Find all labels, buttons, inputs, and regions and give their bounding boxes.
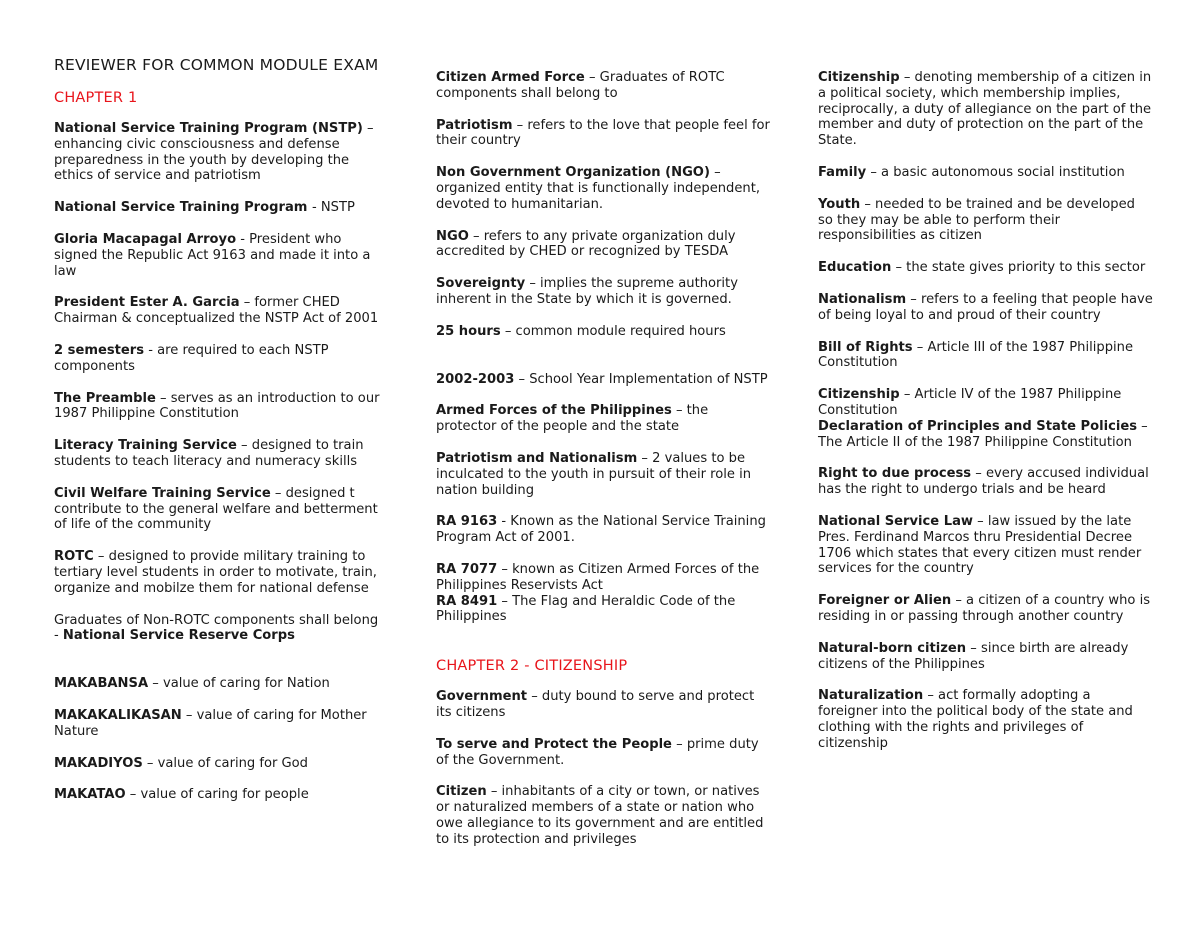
entry-term: MAKATAO xyxy=(54,787,126,803)
entry-term: Literacy Training Service xyxy=(54,438,237,454)
entry-natural-born xyxy=(818,641,1153,673)
entry-definition: - Known as the National Service Training Program Act of 2001. xyxy=(436,514,766,546)
entry-ngo-definition xyxy=(436,165,771,212)
entry-sovereignty xyxy=(436,276,771,308)
entry-definition: – law issued by the late Pres. Ferdinand Marcos thru Presidential Decree 1706 which states that every citizen must render services for the country xyxy=(818,513,1142,577)
entry-definition: – refers to the love that people feel for their country xyxy=(436,117,770,149)
entry-definition: – every accused individual has the right to undergo trials and be heard xyxy=(818,466,1149,498)
entry-term: ROTC xyxy=(54,549,94,565)
entry-term: Natural-born citizen xyxy=(818,640,967,656)
entry-term: Patriotism xyxy=(436,117,513,133)
entry-definition: – serves as an introduction to our 1987 Philippine Constitution xyxy=(54,390,380,422)
entry-term: Naturalization xyxy=(818,688,924,704)
entry-definition: – refers to a feeling that people have of being loyal to and proud of their country xyxy=(818,291,1153,323)
entry-semesters xyxy=(54,343,384,375)
entry-term: Gloria Macapagal Arroyo xyxy=(54,231,237,247)
entry-term: Nationalism xyxy=(818,291,907,307)
entry-term: Foreigner or Alien xyxy=(818,593,952,609)
entry-definition: – Graduates of ROTC components shall belong to xyxy=(436,70,725,101)
entry-ra-9163 xyxy=(436,514,771,546)
entry-family xyxy=(818,165,1153,181)
entry-term: 2002-2003 xyxy=(436,371,515,387)
entry-due-process xyxy=(818,466,1153,498)
entry-citizenship-definition xyxy=(818,70,1153,149)
chapter-1-heading: CHAPTER 1 xyxy=(54,90,138,106)
entry-cwts xyxy=(54,486,384,533)
entry-definition: – The Article II of the 1987 Philippine Constitution xyxy=(818,418,1148,450)
entry-ngo xyxy=(436,229,771,261)
entry-term: Armed Forces of the Philippines xyxy=(436,403,672,419)
entry-definition: – the state gives priority to this sector xyxy=(891,260,1146,276)
entry-citizenship-article xyxy=(818,387,1153,419)
entry-definition: – implies the supreme authority inherent in the State by which it is governed. xyxy=(436,276,738,307)
entry-definition: – organized entity that is functionally independent, devoted to humanitarian. xyxy=(436,165,761,212)
entry-ester-garcia xyxy=(54,295,384,327)
entry-term: National Service Law xyxy=(818,513,974,529)
entry-term: Citizen Armed Force xyxy=(436,70,585,85)
entry-definition: – Article IV of the 1987 Philippine Constitution xyxy=(818,387,1122,418)
entry-definition: – enhancing civic consciousness and defense preparedness in the youth by developing the ethics of service and patriotism xyxy=(54,121,374,184)
entry-makakalikasan xyxy=(54,708,384,740)
entry-naturalization xyxy=(818,688,1153,751)
entry-definition: – a basic autonomous social institution xyxy=(866,164,1125,180)
entry-citizen xyxy=(436,784,771,847)
entry-term: Civil Welfare Training Service xyxy=(54,485,271,501)
entry-youth xyxy=(818,197,1153,244)
entry-definition: – value of caring for God xyxy=(142,755,308,771)
entry-bill-of-rights xyxy=(818,340,1153,372)
entry-national-service-law xyxy=(818,514,1153,577)
entry-term: Youth xyxy=(818,196,861,212)
entry-definition: – former CHED Chairman & conceptualized the NSTP Act of 2001 xyxy=(54,295,379,327)
document-title: REVIEWER FOR COMMON MODULE EXAM xyxy=(54,56,379,74)
entry-afp xyxy=(436,403,771,435)
entry-non-rotc xyxy=(54,613,384,645)
entry-government xyxy=(436,689,771,721)
entry-definition: - NSTP xyxy=(312,200,355,216)
entry-term: National Service Training Program (NSTP) xyxy=(54,121,363,136)
entry-gloria-arroyo xyxy=(54,232,384,279)
entry-term: MAKABANSA xyxy=(54,676,149,692)
entry-term: RA 9163 xyxy=(436,514,498,530)
entry-term: President Ester A. Garcia xyxy=(54,295,240,311)
entry-term: MAKADIYOS xyxy=(54,755,143,771)
entry-declaration-principles xyxy=(818,419,1153,451)
column-3 xyxy=(818,70,1153,768)
column-2 xyxy=(436,70,771,864)
entry-term: 2 semesters xyxy=(54,342,145,358)
entry-term: Declaration of Principles and State Policies xyxy=(818,418,1138,434)
entry-definition: – refers to any private organization duly accredited by CHED or recognized by TESDA xyxy=(436,228,736,260)
entry-definition: – The Flag and Heraldic Code of the Philippines xyxy=(436,593,736,625)
entry-term: Bill of Rights xyxy=(818,339,913,355)
entry-term: The Preamble xyxy=(54,390,156,406)
entry-foreigner xyxy=(818,593,1153,625)
entry-term: Patriotism and Nationalism xyxy=(436,450,638,466)
entry-term: Right to due process xyxy=(818,466,972,482)
entry-term: Sovereignty xyxy=(436,276,526,292)
entry-patriotism xyxy=(436,118,771,150)
entry-definition: – inhabitants of a city or town, or natives or naturalized members of a state or nation who owe allegiance to its government and are entitled to its protection and privileges xyxy=(436,784,764,847)
entry-definition: – value of caring for people xyxy=(125,787,309,803)
entry-term: National Service Reserve Corps xyxy=(62,628,295,644)
entry-makatao xyxy=(54,787,384,803)
entry-term: Citizenship xyxy=(818,70,900,85)
column-1 xyxy=(54,56,384,819)
entry-term: Citizenship xyxy=(818,387,900,403)
entry-lts xyxy=(54,438,384,470)
entry-term: 25 hours xyxy=(436,323,501,339)
entry-definition: – known as Citizen Armed Forces of the Philippines Reservists Act xyxy=(436,561,760,593)
entry-education xyxy=(818,260,1153,276)
entry-term: RA 8491 xyxy=(436,593,498,609)
entry-nstp-acronym xyxy=(54,200,384,216)
entry-makabansa xyxy=(54,676,384,692)
entry-term: To serve and Protect the People xyxy=(436,736,672,752)
entry-definition: – duty bound to serve and protect its citizens xyxy=(436,689,755,720)
entry-nationalism xyxy=(818,292,1153,324)
entry-term: Family xyxy=(818,164,867,180)
entry-definition: – a citizen of a country who is residing in or passing through another country xyxy=(818,593,1151,624)
entry-definition: – common module required hours xyxy=(500,323,726,339)
entry-definition: – value of caring for Mother Nature xyxy=(54,707,367,739)
entry-definition: – value of caring for Nation xyxy=(148,676,330,692)
entry-definition: Graduates of Non-ROTC components shall belong - xyxy=(54,612,379,644)
entry-makadiyos xyxy=(54,756,384,772)
entry-patriotism-nationalism xyxy=(436,451,771,498)
entry-citizen-armed-force xyxy=(436,70,771,102)
entry-definition: – denoting membership of a citizen in a political society, which membership implies, reciprocally, a duty of allegiance on the part of the member and duty of protection on the part of the State. xyxy=(818,70,1152,149)
entry-ra-8491 xyxy=(436,594,771,626)
entry-term: National Service Training Program xyxy=(54,200,312,216)
entry-term: MAKAKALIKASAN xyxy=(54,707,182,723)
entry-definition: – act formally adopting a foreigner into the political body of the state and clothing with the rights and privileges of citizenship xyxy=(818,688,1133,751)
entry-ra-7077 xyxy=(436,562,771,594)
entry-serve-protect xyxy=(436,737,771,769)
entry-definition: – School Year Implementation of NSTP xyxy=(514,371,768,387)
entry-definition: – designed to provide military training to tertiary level students in order to motivate, train, organize and mobilze them for national defense xyxy=(54,549,377,596)
entry-2002-2003 xyxy=(436,372,771,388)
entry-term: Government xyxy=(436,689,528,705)
entry-definition: – since birth are already citizens of the Philippines xyxy=(818,640,1129,672)
entry-definition: - are required to each NSTP components xyxy=(54,342,329,374)
entry-term: RA 7077 xyxy=(436,561,498,577)
entry-definition: - President who signed the Republic Act 9163 and made it into a law xyxy=(54,231,371,279)
entry-definition: – Article III of the 1987 Philippine Constitution xyxy=(818,339,1134,371)
entry-definition: – 2 values to be inculcated to the youth in pursuit of their role in nation building xyxy=(436,450,752,498)
entry-term: Education xyxy=(818,260,892,276)
entry-preamble xyxy=(54,391,384,423)
entry-definition: – designed t contribute to the general welfare and betterment of life of the community xyxy=(54,485,378,533)
entry-definition: – designed to train students to teach literacy and numeracy skills xyxy=(54,438,364,469)
entry-definition: – prime duty of the Government. xyxy=(436,736,759,768)
entry-definition: – needed to be trained and be developed so they may be able to perform their responsibilities as citizen xyxy=(818,196,1135,244)
entry-term: Non Government Organization (NGO) xyxy=(436,165,710,181)
entry-25-hours xyxy=(436,324,771,340)
entry-definition: – the protector of the people and the state xyxy=(436,403,709,435)
entry-term: Citizen xyxy=(436,784,487,800)
chapter-2-heading: CHAPTER 2 - CITIZENSHIP xyxy=(436,658,628,675)
entry-term: NGO xyxy=(436,228,469,244)
entry-nstp-definition xyxy=(54,121,384,184)
entry-rotc xyxy=(54,549,384,596)
